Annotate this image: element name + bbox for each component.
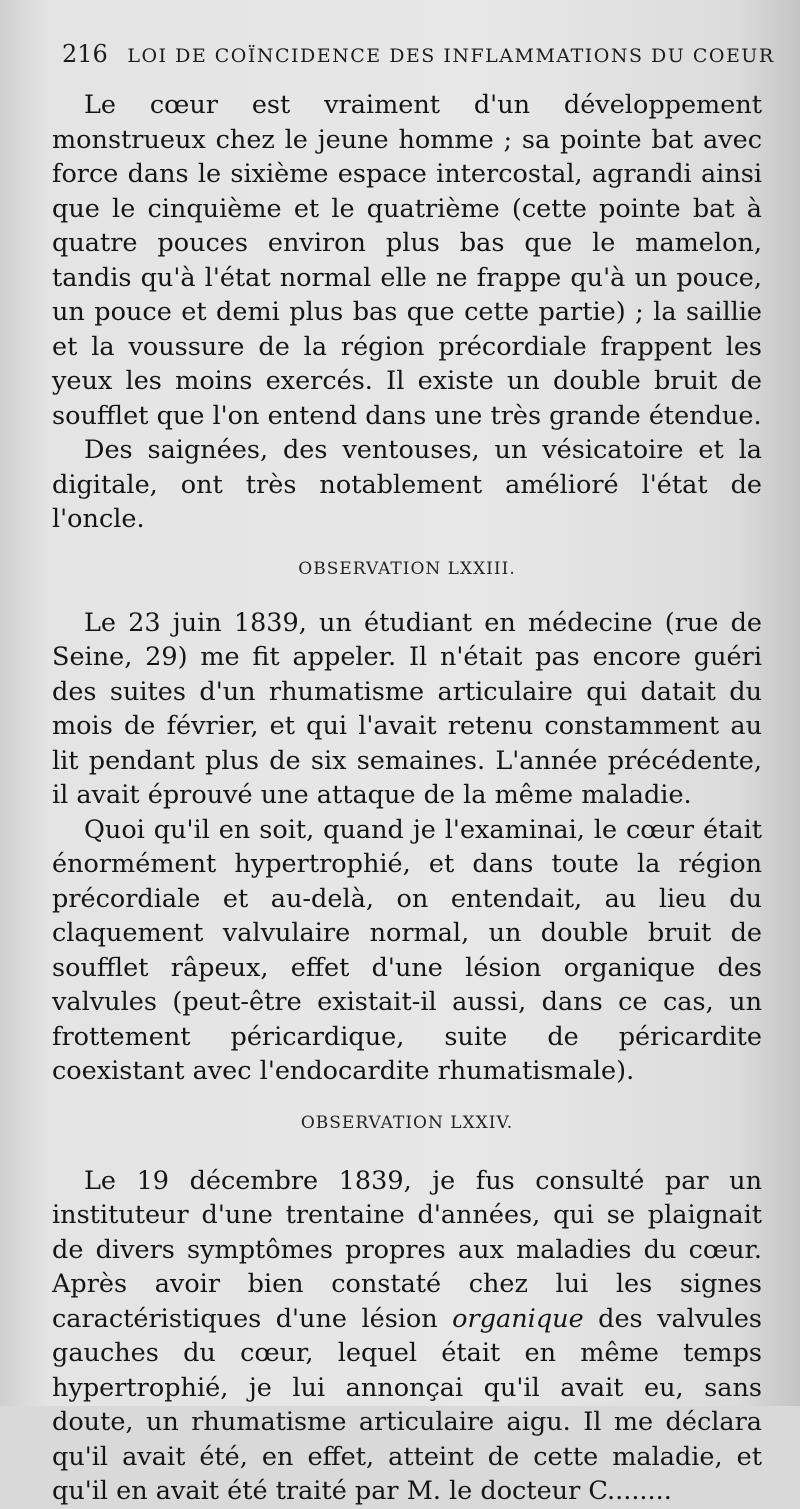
paragraph-text: Le 19 décembre 1839, je fus consulté par un instituteur d'une trentaine d'années, qui se plaignait de divers symptômes propres aux maladies du cœur. Après avoir bien constaté chez lui les signes caractéristiques d'une lésion — [52, 1165, 762, 1334]
page-header — [62, 40, 782, 68]
italic-term: organique — [452, 1303, 584, 1334]
observation-heading: OBSERVATION LXXIV. — [300, 1112, 514, 1133]
paragraph: Des saignées, des ventouses, un vésicatoire et la digitale, ont très notablement amélioré l'état de l'oncle. — [52, 435, 762, 534]
paragraph-text: des valvules gauches du cœur, lequel était en même temps hypertrophié, je lui annonçai qu'il avait eu, sans doute, un rhumatisme articulaire aigu. Il me déclara qu'il avait été, en effet, atteint de cette maladie, et qu'il en avait été traité par M. le docteur C........ — [52, 1303, 763, 1506]
page-number: 216 — [62, 40, 108, 68]
running-title: LOI DE COÏNCIDENCE DES INFLAMMATIONS DU COEUR — [127, 45, 775, 67]
paragraph — [52, 1164, 762, 1509]
paragraph: Le cœur est vraiment d'un développement monstrueux chez le jeune homme ; sa pointe bat avec force dans le sixième espace intercostal, agrandi ainsi que le cinquième et le quatrième (cette pointe bat à quatre pouces environ plus bas que le mamelon, tandis qu'à l'état normal elle ne frappe qu'à un pouce, un pouce et demi plus bas que cette partie) ; la saillie et la voussure de la région précordiale frappent les yeux les moins exercés. Il existe un double bruit de soufflet que l'on entend dans une très grande étendue. — [52, 90, 762, 431]
paragraph: Le 23 juin 1839, un étudiant en médecine (rue de Seine, 29) me fit appeler. Il n'était pas encore guéri des suites d'un rhumatisme articulaire qui datait du mois de février, et qui l'avait retenu constamment au lit pendant plus de six semaines. L'année précédente, il avait éprouvé une attaque de la même maladie. — [52, 607, 762, 810]
paragraph: Quoi qu'il en soit, quand je l'examinai, le cœur était énormément hypertrophié, et dans toute la région précordiale et au-delà, on entendait, au lieu du claquement valvulaire normal, un double bruit de soufflet râpeux, effet d'une lésion organique des valvules (peut-être existait-il aussi, dans ce cas, un frottement péricardique, suite de péricardite coexistant avec l'endocardite rhumatismale). — [52, 814, 762, 1086]
observation-heading: OBSERVATION LXXIII. — [298, 558, 516, 579]
page-body — [52, 88, 762, 1509]
